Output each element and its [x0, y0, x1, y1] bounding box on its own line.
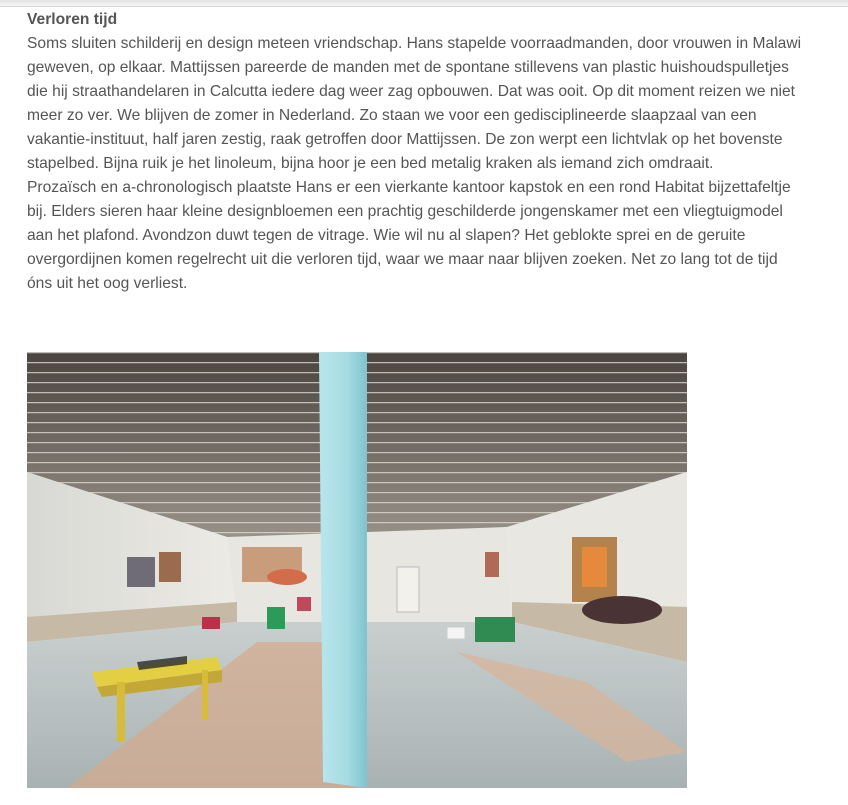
- gallery-photo: [27, 352, 687, 788]
- article-body: [27, 8, 802, 296]
- top-border: [0, 0, 848, 7]
- article-paragraph-1: Soms sluiten schilderij en design meteen vriendschap. Hans stapelde voorraadmanden, door vrouwen in Malawi geweven, op elkaar. Mattijssen pareerde de manden met de spontane stillevens van plastic huishoudspulletjes die hij straathandelaren in Calcutta iedere dag weer zag opbouwen. Dat was ooit. Op dit moment reizen we niet meer zo ver. We blijven de zomer in Nederland. Zo staan we voor een gedisciplineerde slaapzaal van een vakantie-instituut, half jaren zestig, raak getroffen door Mattijssen. De zon werpt een lichtvlak op het bovenste stapelbed. Bijna ruik je het linoleum, bijna hoor je een bed metalig kraken als iemand zich omdraait.: [27, 35, 802, 172]
- article-heading: Verloren tijd: [27, 11, 118, 28]
- article-paragraph-2: Prozaïsch en a-chronologisch plaatste Hans er een vierkante kantoor kapstok en een rond Habitat bijzettafeltje bij. Elders sieren haar kleine designbloemen een prachtig geschilderde jongenskamer met een vliegtuigmodel aan het plafond. Avondzon duwt tegen de vitrage. Wie wil nu al slapen? Het geblokte sprei en de geruite overgordijnen komen regelrecht uit die verloren tijd, waar we maar naar blijven zoeken. Net zo lang tot de tijd óns uit het oog verliest.: [27, 179, 791, 292]
